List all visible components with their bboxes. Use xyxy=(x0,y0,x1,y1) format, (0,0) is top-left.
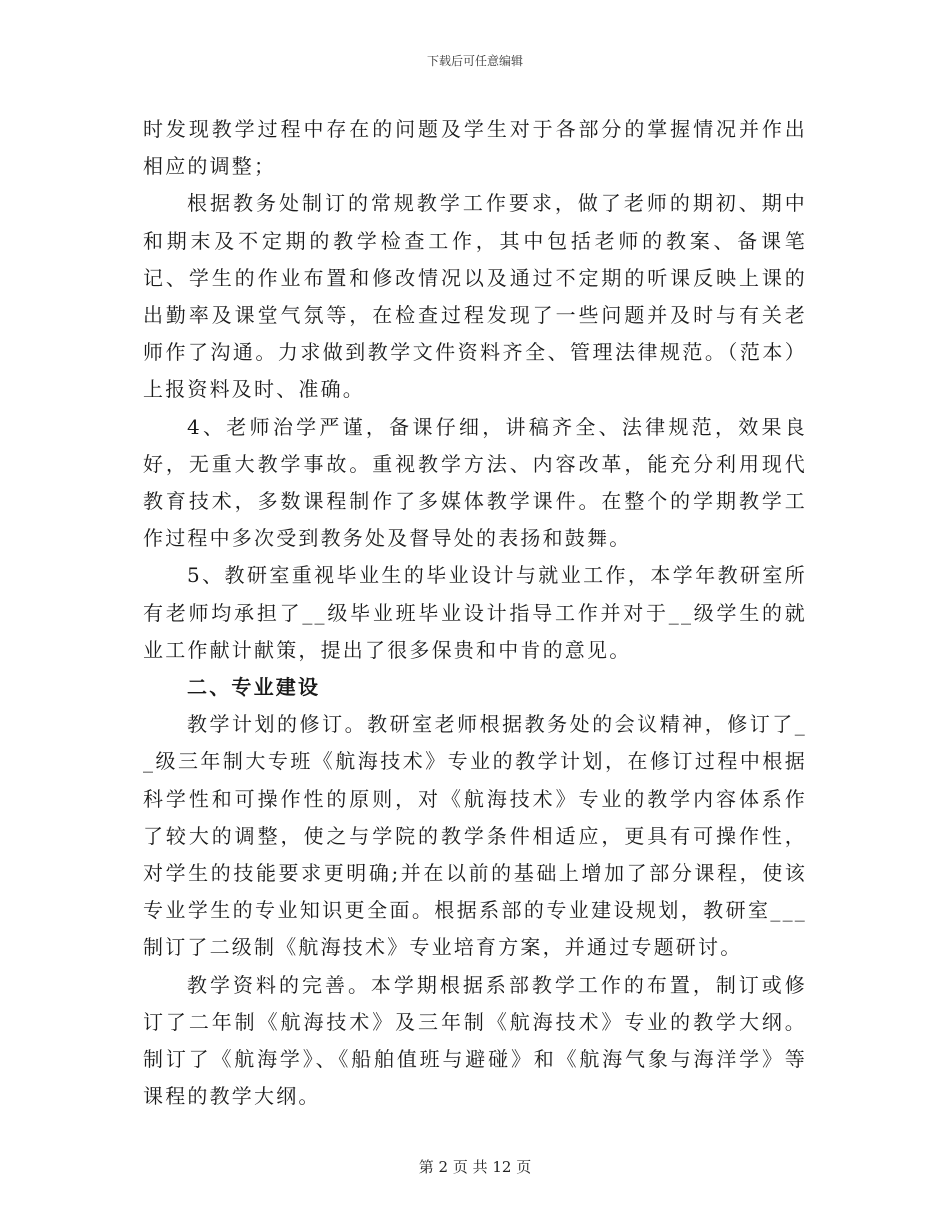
page-number: 第 2 页 共 12 页 xyxy=(418,1158,532,1176)
page-header-note: 下载后可任意编辑 xyxy=(426,54,523,68)
paragraph-teaching-materials: 教学资料的完善。本学期根据系部教学工作的布置，制订或修订了二年制《航海技术》及三年制《航海技术》专业的教学大纲。制订了《航海学》、《船舶值班与避碰》和《航海气象与海洋学》等课程的教学大纲。 xyxy=(143,972,807,1109)
paragraph-continuation: 时发现教学过程中存在的问题及学生对于各部分的掌握情况并作出相应的调整； xyxy=(143,117,807,179)
paragraph-item-5: 5、教研室重视毕业生的毕业设计与就业工作，本学年教研室所有老师均承担了__级毕业班毕业设计指导工作并对于__级学生的就业工作献计献策，提出了很多保贵和中肯的意见。 xyxy=(143,563,807,662)
paragraph-teaching-plan: 教学计划的修订。教研室老师根据教务处的会议精神，修订了__级三年制大专班《航海技术》专业的教学计划，在修订过程中根据科学性和可操作性的原则，对《航海技术》专业的教学内容体系作了较大的调整，使之与学院的教学条件相适应，更具有可操作性，对学生的技能要求更明确;并在以前的基础上增加了部分课程，使该专业学生的专业知识更全面。根据系部的专业建设规划，教研室___制订了二级制《航海技术》专业培育方案，并通过专题研讨。 xyxy=(143,712,807,960)
document-body xyxy=(143,111,807,1115)
section-heading: 二、专业建设 xyxy=(187,675,321,700)
paragraph-item-4: 4、老师治学严谨，备课仔细，讲稿齐全、法律规范，效果良好，无重大教学事故。重视教学方法、内容改革，能充分利用现代教育技术，多数课程制作了多媒体教学课件。在整个的学期教学工作过程中多次受到教务处及督导处的表扬和鼓舞。 xyxy=(143,414,807,551)
paragraph-inspection: 根据教务处制订的常规教学工作要求，做了老师的期初、期中和期末及不定期的教学检查工作，其中包括老师的教案、备课笔记、学生的作业布置和修改情况以及通过不定期的听课反映上课的出勤率及课堂气氛等，在检查过程发现了一些问题并及时与有关老师作了沟通。力求做到教学文件资料齐全、管理法律规范。（范本）上报资料及时、准确。 xyxy=(143,191,807,402)
